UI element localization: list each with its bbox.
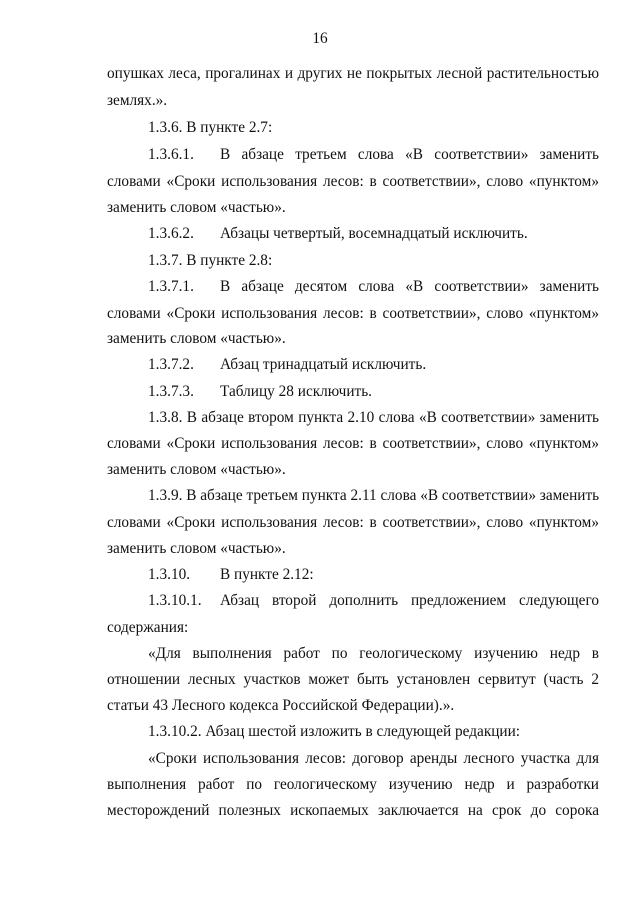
- text-line: [107, 671, 599, 689]
- item-number: 1.3.7.1.: [148, 278, 194, 295]
- line-text: землях.».: [107, 92, 168, 109]
- text-line: [107, 697, 599, 715]
- text-line: [107, 514, 599, 532]
- line-text: 1.3.10.2. Абзац шестой изложить в следующей редакции:: [148, 723, 521, 740]
- line-text: словами «Сроки использования лесов: в соответствии», слово «пунктом»: [107, 173, 599, 190]
- text-line: [107, 802, 599, 820]
- paragraph: [148, 225, 599, 243]
- line-text: 1.3.7. В пункте 2.8:: [148, 252, 273, 269]
- text-line: [107, 461, 599, 479]
- line-text: 1.3.6. В пункте 2.7:: [148, 119, 273, 136]
- paragraph: [148, 409, 599, 427]
- paragraph: [148, 487, 599, 505]
- text-line: [107, 199, 599, 217]
- line-text: содержания:: [107, 619, 189, 636]
- text-line: [107, 619, 599, 637]
- line-text: словами «Сроки использования лесов: в соответствии», слово «пунктом»: [107, 305, 599, 322]
- item-number: 1.3.10.1.: [148, 592, 202, 609]
- text-line: [107, 776, 599, 794]
- paragraph: [148, 723, 599, 741]
- line-text: 1.3.9. В абзаце третьем пункта 2.11 слова «В соответствии» заменить: [148, 487, 600, 504]
- line-text: В абзаце третьем слова «В соответствии» заменить: [220, 146, 599, 163]
- text-line: [107, 92, 599, 110]
- line-text: Таблицу 28 исключить.: [220, 383, 373, 400]
- paragraph: [148, 356, 599, 374]
- line-text: месторождений полезных ископаемых заключается на срок до сорока: [107, 802, 599, 819]
- item-number: 1.3.6.2.: [148, 225, 194, 242]
- item-number: 1.3.10.: [148, 566, 191, 583]
- line-text: «Для выполнения работ по геологическому изучению недр в: [148, 645, 599, 662]
- line-text: статьи 43 Лесного кодекса Российской Федерации).».: [107, 697, 455, 714]
- text-line: [107, 305, 599, 323]
- text-line: [107, 540, 599, 558]
- item-number: 1.3.7.2.: [148, 356, 194, 373]
- line-text: заменить словом «частью».: [107, 461, 286, 478]
- line-text: заменить словом «частью».: [107, 199, 286, 216]
- paragraph: [148, 750, 599, 768]
- line-text: В пункте 2.12:: [220, 566, 314, 583]
- text-line: [107, 330, 599, 348]
- line-text: словами «Сроки использования лесов: в соответствии», слово «пунктом»: [107, 514, 599, 531]
- text-line: [107, 65, 599, 83]
- paragraph: [148, 278, 599, 296]
- line-text: выполнения работ по геологическому изучению недр и разработки: [107, 776, 599, 793]
- page-number: 16: [312, 30, 328, 47]
- line-text: Абзац второй дополнить предложением следующего: [220, 592, 599, 609]
- line-text: заменить словом «частью».: [107, 540, 286, 557]
- line-text: заменить словом «частью».: [107, 330, 286, 347]
- item-number: 1.3.6.1.: [148, 146, 194, 163]
- line-text: В абзаце десятом слова «В соответствии» заменить: [220, 278, 599, 295]
- paragraph: [148, 645, 599, 663]
- line-text: «Сроки использования лесов: договор аренды лесного участка для: [148, 750, 599, 767]
- paragraph: [148, 592, 599, 610]
- line-text: Абзацы четвертый, восемнадцатый исключить.: [220, 225, 528, 242]
- line-text: отношении лесных участков может быть установлен сервитут (часть 2: [107, 671, 599, 688]
- item-number: 1.3.7.3.: [148, 383, 194, 400]
- text-line: [107, 173, 599, 191]
- text-line: [107, 435, 599, 453]
- line-text: Абзац тринадцатый исключить.: [220, 356, 427, 373]
- paragraph: [148, 252, 599, 270]
- line-text: 1.3.8. В абзаце втором пункта 2.10 слова «В соответствии» заменить: [148, 409, 599, 426]
- paragraph: [148, 146, 599, 164]
- paragraph: [148, 566, 599, 584]
- paragraph: [148, 383, 599, 401]
- line-text: словами «Сроки использования лесов: в соответствии», слово «пунктом»: [107, 435, 599, 452]
- paragraph: [148, 119, 599, 137]
- line-text: опушках леса, прогалинах и других не покрытых лесной растительностью: [107, 65, 599, 82]
